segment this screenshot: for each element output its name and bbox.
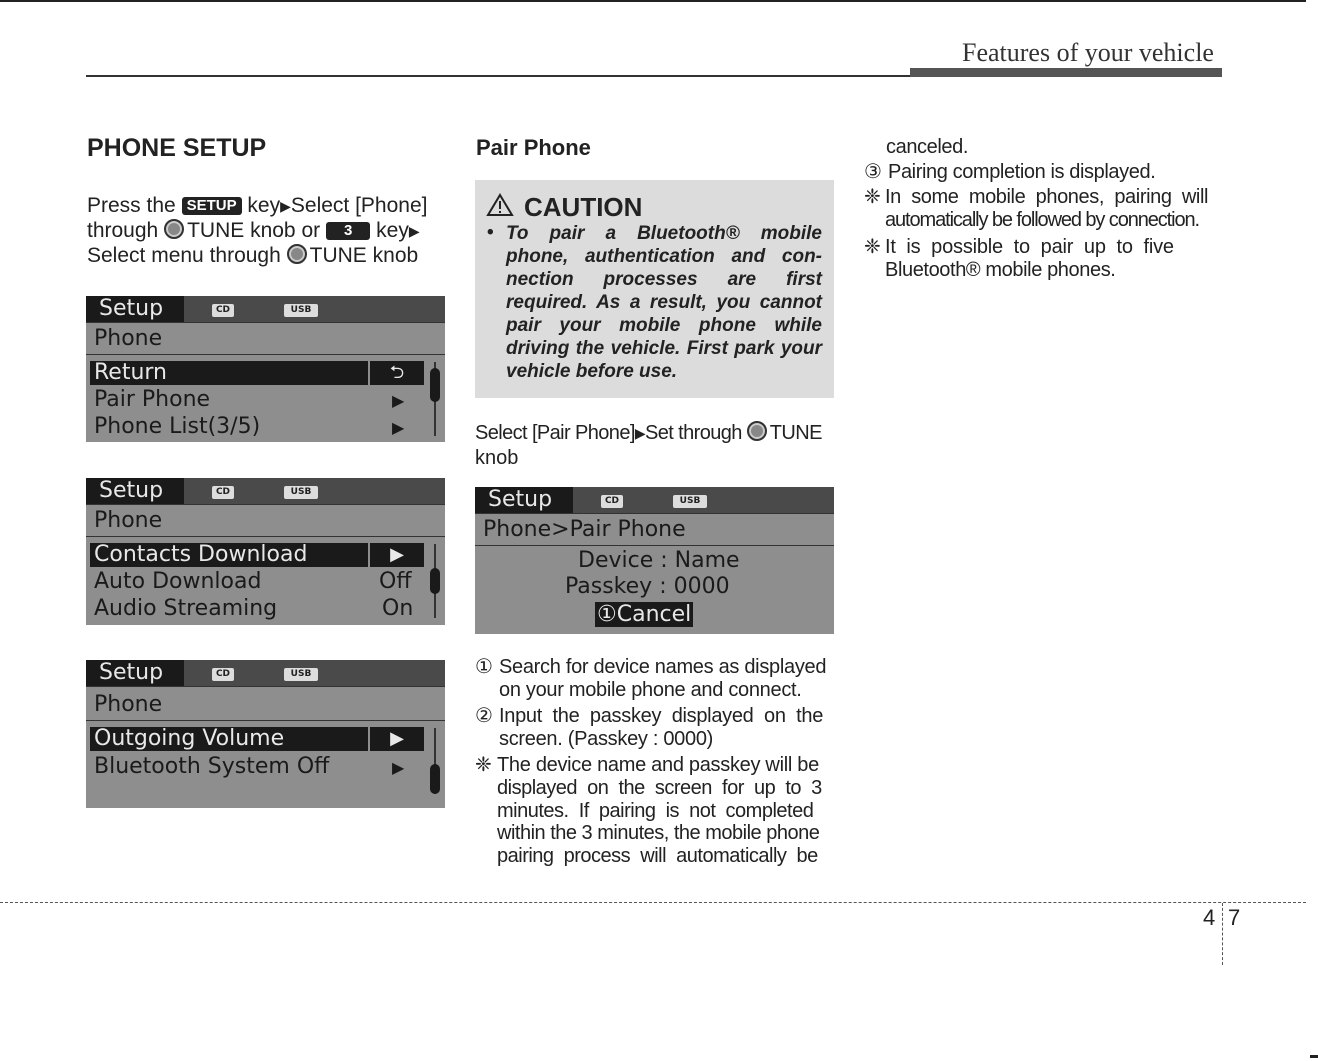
list-item: Bluetooth® mobile phones. xyxy=(885,259,1116,281)
caution-bullet: • xyxy=(487,222,494,243)
arrow-right-icon[interactable]: ▶ xyxy=(370,543,424,567)
page-title: PHONE SETUP xyxy=(87,134,267,162)
setup-tab: Setup xyxy=(475,487,573,513)
arrow-right-icon: ▶ xyxy=(634,425,645,441)
pair-phone-instruction: Select [Pair Phone]▶Set through TUNE xyxy=(475,422,822,444)
list-mark: ❈ xyxy=(864,236,881,258)
tune-knob-icon xyxy=(747,421,767,441)
usb-badge: USB xyxy=(284,304,318,317)
device-name: Device : Name xyxy=(578,548,740,573)
tune-knob-icon xyxy=(164,219,184,239)
scrollbar[interactable] xyxy=(430,568,440,594)
setup-instruction-line-3: Select menu through TUNE knob xyxy=(87,244,419,267)
arrow-right-icon[interactable]: ▶ xyxy=(370,727,424,751)
list-item: minutes. If pairing is not completed xyxy=(497,800,814,822)
continued-text: canceled. xyxy=(886,136,969,158)
list-item: automatically be followed by connection. xyxy=(885,209,1199,231)
pair-phone-screen xyxy=(475,487,834,634)
arrow-right-icon: ▶ xyxy=(392,391,405,410)
menu-item-outgoing-volume[interactable]: Outgoing Volume xyxy=(94,726,285,751)
page-number-divider xyxy=(1222,903,1223,965)
phone-menu-screen-2 xyxy=(86,478,445,625)
menu-item-audio-streaming[interactable]: Audio Streaming xyxy=(94,596,278,621)
list-item: The device name and passkey will be xyxy=(497,754,819,776)
screen-header: Phone xyxy=(94,692,163,717)
usb-badge: USB xyxy=(673,495,707,508)
setup-key-icon: SETUP xyxy=(182,197,242,215)
pair-phone-heading: Pair Phone xyxy=(476,135,591,160)
usb-badge: USB xyxy=(284,668,318,681)
list-item: within the 3 minutes, the mobile phone xyxy=(497,822,820,844)
arrow-right-icon: ▶ xyxy=(408,223,420,239)
list-mark: ③ xyxy=(864,161,882,183)
page-number: 7 xyxy=(1228,905,1241,930)
chapter-number: 4 xyxy=(1203,905,1216,930)
return-icon[interactable]: ⮌ xyxy=(370,361,424,385)
usb-badge: USB xyxy=(284,486,318,499)
list-mark: ① xyxy=(475,656,493,678)
list-mark: ❈ xyxy=(475,754,492,776)
footer-divider xyxy=(0,902,1306,903)
menu-item-bluetooth-system-off[interactable]: Bluetooth System Off xyxy=(94,754,330,779)
number-key-icon: 3 xyxy=(326,222,370,240)
caution-box xyxy=(475,180,834,398)
menu-item-auto-download[interactable]: Auto Download xyxy=(94,569,262,594)
arrow-right-icon: ▶ xyxy=(392,418,405,437)
menu-item-return[interactable]: Return xyxy=(94,360,168,385)
corner-mark xyxy=(1310,1055,1318,1058)
scrollbar[interactable] xyxy=(430,368,440,402)
phone-menu-screen-3 xyxy=(86,660,445,808)
caution-title: CAUTION xyxy=(524,192,643,222)
list-item: Input the passkey displayed on the xyxy=(499,705,824,727)
cd-badge: CD xyxy=(212,486,234,499)
auto-download-value: Off xyxy=(379,569,412,594)
top-border xyxy=(0,0,1306,2)
list-item: on your mobile phone and connect. xyxy=(499,679,802,701)
setup-instruction-line-2: through TUNE knob or 3 key▶ xyxy=(87,219,420,242)
cancel-button[interactable]: ①Cancel xyxy=(597,602,692,627)
warning-icon xyxy=(486,193,514,217)
list-item: pairing process will automatically be xyxy=(497,845,818,867)
list-item: displayed on the screen for up to 3 xyxy=(497,777,822,799)
cd-badge: CD xyxy=(601,495,623,508)
section-title: Features of your vehicle xyxy=(962,38,1214,67)
screen-header: Phone xyxy=(94,326,163,351)
cd-badge: CD xyxy=(212,668,234,681)
list-item: In some mobile phones, pairing will xyxy=(885,186,1209,208)
setup-instruction-line-1: Press the SETUP key▶Select [Phone] xyxy=(87,194,428,217)
setup-tab: Setup xyxy=(86,660,184,686)
passkey: Passkey : 0000 xyxy=(565,574,730,599)
arrow-right-icon: ▶ xyxy=(280,198,291,214)
menu-item-pair-phone[interactable]: Pair Phone xyxy=(94,387,211,412)
list-mark: ② xyxy=(475,705,493,727)
menu-item-contacts-download[interactable]: Contacts Download xyxy=(94,542,308,567)
list-mark: ❈ xyxy=(864,186,881,208)
screen-header: Phone>Pair Phone xyxy=(483,517,686,542)
list-item: screen. (Passkey : 0000) xyxy=(499,728,714,750)
scrollbar[interactable] xyxy=(430,764,440,794)
list-item: Search for device names as displayed xyxy=(499,656,827,678)
list-item: Pairing completion is displayed. xyxy=(888,161,1156,183)
header-rule-accent xyxy=(910,68,1222,77)
arrow-right-icon: ▶ xyxy=(392,758,405,777)
caution-text: To pair a Bluetooth® mobile phone, authentication and con-nection processes are first required. As a result, you cannot pair your mobile phone while driving the vehicle. First park your vehicle before use. xyxy=(506,223,822,382)
tune-knob-icon xyxy=(287,244,307,264)
setup-tab: Setup xyxy=(86,296,184,322)
audio-streaming-value: On xyxy=(382,596,414,621)
pair-phone-instruction-cont: knob xyxy=(475,447,519,469)
cd-badge: CD xyxy=(212,304,234,317)
phone-menu-screen-1 xyxy=(86,296,445,442)
menu-item-phone-list[interactable]: Phone List(3/5) xyxy=(94,414,261,439)
setup-tab: Setup xyxy=(86,478,184,504)
list-item: It is possible to pair up to five xyxy=(885,236,1174,258)
screen-header: Phone xyxy=(94,508,163,533)
